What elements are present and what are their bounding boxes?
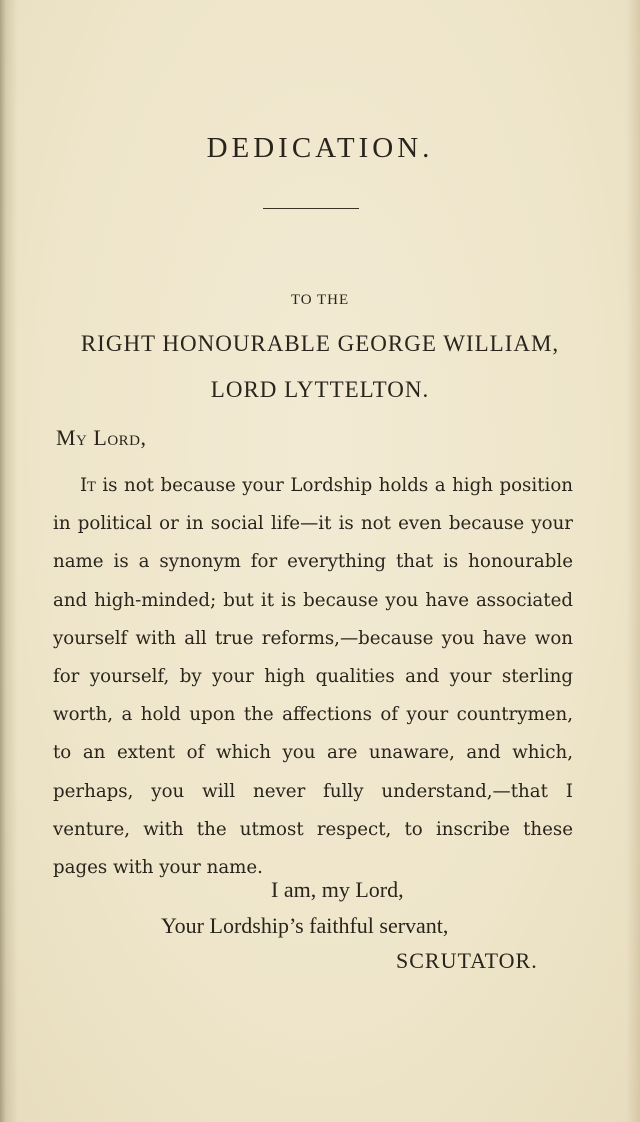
title-divider <box>263 208 359 209</box>
paragraph-lead-word: It <box>80 475 96 496</box>
paragraph-text: is not because your Lordship holds a high position in political or in social life—it is not even because your name is a synonym for everything that is honourable and high-minded; but it is because you have associated yourself with all true reforms,—because you have won for yourself, by your high qualities and your sterling worth, a hold upon the affections of your countrymen, to an extent of which you are unaware, and which, perhaps, you will never fully understand,—that I venture, with the utmost respect, to inscribe these pages with your name. <box>53 475 573 879</box>
dedicatee-name: LORD LYTTELTON. <box>210 377 430 402</box>
closing-line-2: Your Lordship’s faithful servant, <box>161 913 449 938</box>
dedicatee-title: RIGHT HONOURABLE GEORGE WILLIAM, <box>80 331 560 356</box>
page-title: DEDICATION. <box>206 132 434 164</box>
address-prefix: TO THE <box>290 292 350 308</box>
closing-line-1: I am, my Lord, <box>271 877 404 902</box>
dedication-paragraph <box>53 467 573 887</box>
signature: SCRUTATOR. <box>396 948 538 973</box>
salutation: My Lord, <box>56 425 147 450</box>
